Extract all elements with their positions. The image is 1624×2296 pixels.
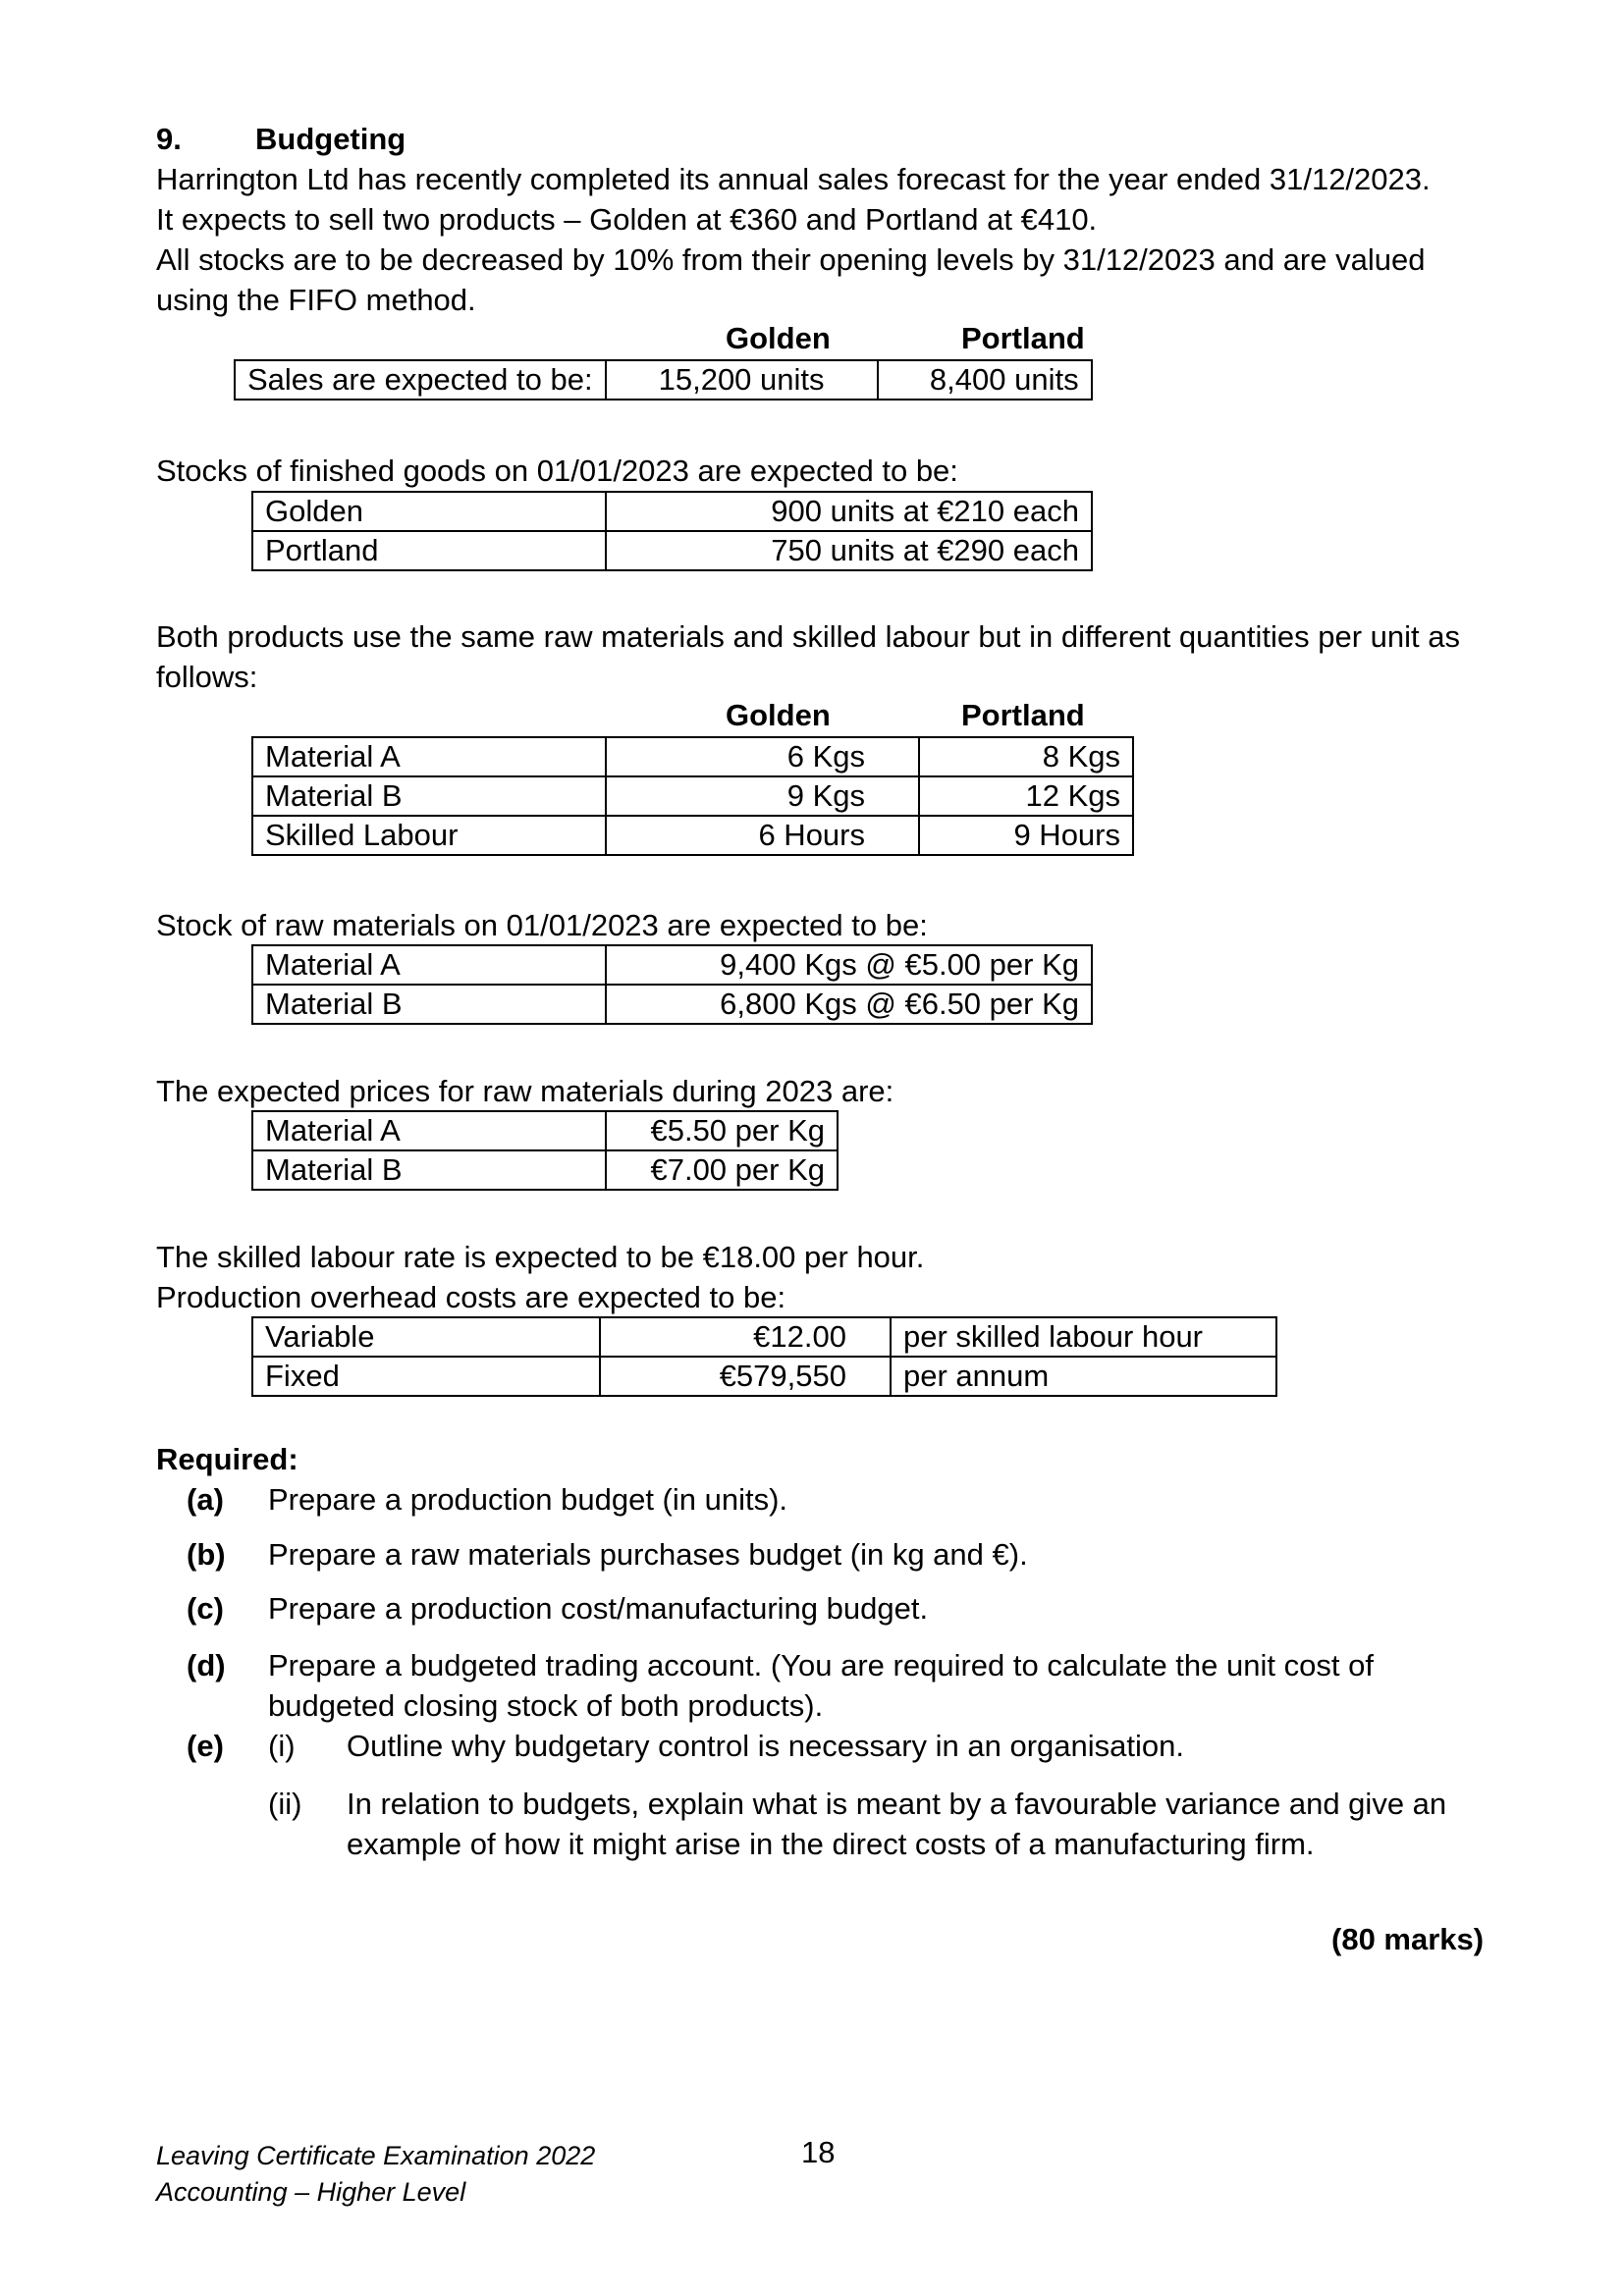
- usage-name: Skilled Labour: [252, 816, 606, 855]
- req-e-i-text: Outline why budgetary control is necessary in an organisation.: [347, 1729, 1184, 1763]
- intro-line-2: It expects to sell two products – Golden at €360 and Portland at €410.: [156, 202, 1098, 237]
- req-e-letter: (e): [187, 1729, 224, 1763]
- table-row: [252, 776, 1133, 816]
- overhead-name: Fixed: [252, 1357, 600, 1396]
- marks-label: (80 marks): [1331, 1922, 1485, 1956]
- sales-header-golden: Golden: [726, 321, 831, 355]
- usage-heading-line-2: follows:: [156, 660, 258, 694]
- overhead-name: Variable: [252, 1317, 600, 1357]
- intro-line-3: All stocks are to be decreased by 10% from their opening levels by 31/12/2023 and are valued: [156, 242, 1426, 277]
- finished-stock-name: Golden: [252, 492, 606, 531]
- sales-header-portland: Portland: [961, 321, 1085, 355]
- table-row: [252, 1317, 1276, 1357]
- sales-portland: 8,400 units: [878, 360, 1092, 400]
- prices-heading: The expected prices for raw materials during 2023 are:: [156, 1074, 894, 1108]
- prices-table: [251, 1110, 839, 1191]
- req-e-ii-line-1: In relation to budgets, explain what is meant by a favourable variance and give an: [347, 1787, 1447, 1821]
- overhead-heading: Production overhead costs are expected to be:: [156, 1280, 786, 1314]
- sales-label: Sales are expected to be:: [235, 360, 606, 400]
- req-c-text: Prepare a production cost/manufacturing budget.: [268, 1591, 929, 1626]
- raw-stock-heading: Stock of raw materials on 01/01/2023 are expected to be:: [156, 908, 928, 942]
- overhead-basis: per annum: [891, 1357, 1276, 1396]
- req-b-text: Prepare a raw materials purchases budget (in kg and €).: [268, 1537, 1028, 1572]
- sales-golden: 15,200 units: [606, 360, 878, 400]
- footer-line-1: Leaving Certificate Examination 2022: [156, 2141, 596, 2170]
- sales-table: [234, 359, 1093, 400]
- table-row: [252, 1150, 838, 1190]
- req-b-letter: (b): [187, 1537, 226, 1572]
- usage-header-portland: Portland: [961, 698, 1085, 732]
- usage-heading-line-1: Both products use the same raw materials and skilled labour but in different quantities per unit as: [156, 619, 1461, 654]
- price-name: Material A: [252, 1111, 606, 1150]
- table-row: [252, 816, 1133, 855]
- overhead-value: €12.00: [600, 1317, 891, 1357]
- usage-golden: 6 Kgs: [606, 737, 919, 776]
- usage-portland: 12 Kgs: [919, 776, 1133, 816]
- footer-line-2: Accounting – Higher Level: [156, 2177, 466, 2207]
- req-c-letter: (c): [187, 1591, 224, 1626]
- table-row: [252, 492, 1092, 531]
- price-value: €5.50 per Kg: [606, 1111, 838, 1150]
- table-row: [252, 737, 1133, 776]
- raw-stock-table: [251, 944, 1093, 1025]
- intro-line-4: using the FIFO method.: [156, 283, 476, 317]
- usage-portland: 8 Kgs: [919, 737, 1133, 776]
- price-value: €7.00 per Kg: [606, 1150, 838, 1190]
- req-d-line-1: Prepare a budgeted trading account. (You are required to calculate the unit cost of: [268, 1648, 1374, 1682]
- finished-stock-heading: Stocks of finished goods on 01/01/2023 are expected to be:: [156, 454, 958, 488]
- labour-rate-line: The skilled labour rate is expected to be €18.00 per hour.: [156, 1240, 925, 1274]
- table-row: [252, 945, 1092, 985]
- overhead-table: [251, 1316, 1277, 1397]
- usage-table: [251, 736, 1134, 856]
- req-a-text: Prepare a production budget (in units).: [268, 1482, 788, 1517]
- req-a-letter: (a): [187, 1482, 224, 1517]
- usage-name: Material B: [252, 776, 606, 816]
- finished-stock-value: 750 units at €290 each: [606, 531, 1092, 570]
- req-d-line-2: budgeted closing stock of both products).: [268, 1688, 824, 1723]
- finished-stock-value: 900 units at €210 each: [606, 492, 1092, 531]
- usage-name: Material A: [252, 737, 606, 776]
- price-name: Material B: [252, 1150, 606, 1190]
- overhead-basis: per skilled labour hour: [891, 1317, 1276, 1357]
- req-e-ii-label: (ii): [268, 1787, 302, 1821]
- usage-header-golden: Golden: [726, 698, 831, 732]
- usage-golden: 6 Hours: [606, 816, 919, 855]
- page-number: 18: [801, 2135, 836, 2169]
- question-number: 9.: [156, 122, 182, 156]
- table-row: [252, 1111, 838, 1150]
- usage-golden: 9 Kgs: [606, 776, 919, 816]
- req-e-ii-line-2: example of how it might arise in the direct costs of a manufacturing firm.: [347, 1827, 1315, 1861]
- usage-portland: 9 Hours: [919, 816, 1133, 855]
- table-row: [235, 360, 1092, 400]
- intro-line-1: Harrington Ltd has recently completed its annual sales forecast for the year ended 31/12/2023.: [156, 162, 1431, 196]
- raw-stock-value: 6,800 Kgs @ €6.50 per Kg: [606, 985, 1092, 1024]
- question-title: Budgeting: [255, 122, 406, 156]
- table-row: [252, 1357, 1276, 1396]
- raw-stock-value: 9,400 Kgs @ €5.00 per Kg: [606, 945, 1092, 985]
- req-d-letter: (d): [187, 1648, 226, 1682]
- finished-stock-name: Portland: [252, 531, 606, 570]
- required-heading: Required:: [156, 1442, 298, 1476]
- finished-stock-table: [251, 491, 1093, 571]
- req-e-i-label: (i): [268, 1729, 296, 1763]
- table-row: [252, 985, 1092, 1024]
- raw-stock-name: Material B: [252, 985, 606, 1024]
- overhead-value: €579,550: [600, 1357, 891, 1396]
- raw-stock-name: Material A: [252, 945, 606, 985]
- table-row: [252, 531, 1092, 570]
